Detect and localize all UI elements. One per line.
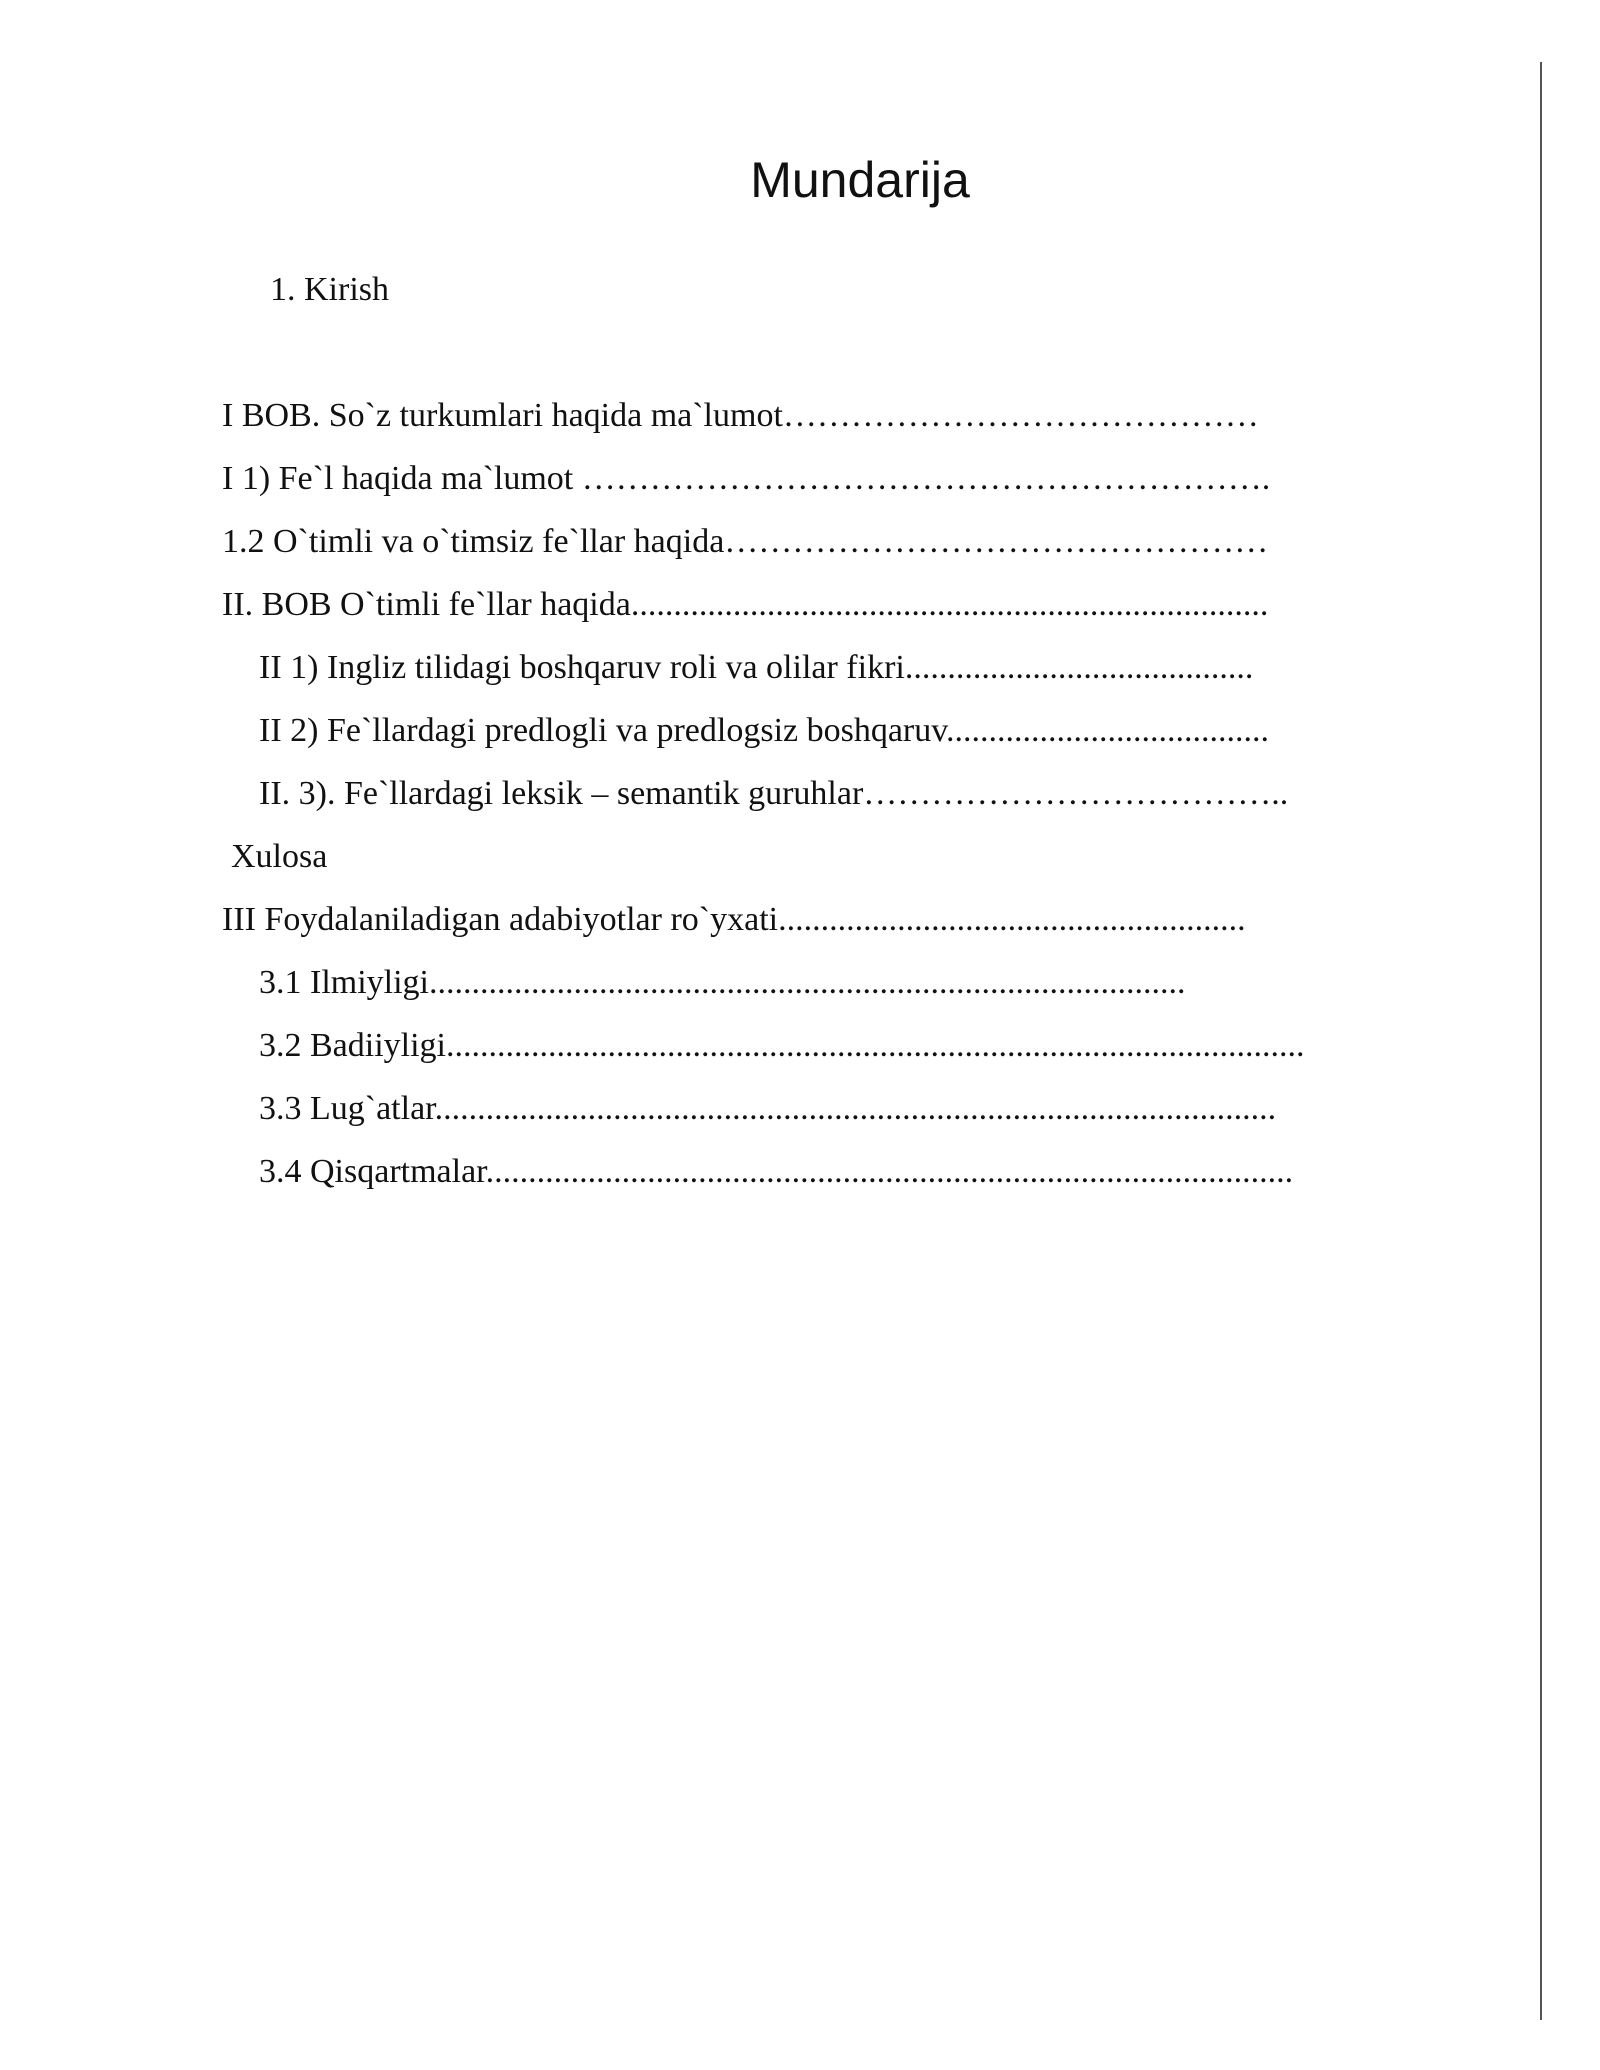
page-margin-line xyxy=(1540,62,1542,2020)
toc-entry-2-3: II. 3). Fe`llardagi leksik – semantik guruhlar……………………………….. xyxy=(259,775,1289,812)
toc-entry-1-1: I 1) Fe`l haqida ma`lumot ……………………………………………………. xyxy=(222,460,1271,497)
toc-entry-chapter-2: II. BOB O`timli fe`llar haqida........................................................................... xyxy=(222,586,1269,623)
toc-intro: 1. Kirish xyxy=(270,271,389,308)
page-title: Mundarija xyxy=(750,152,970,208)
toc-entry-2-2: II 2) Fe`llardagi predlogli va predlogsiz boshqaruv...................................... xyxy=(259,712,1270,749)
toc-entry-3-3: 3.3 Lug`atlar................................................................................................... xyxy=(259,1090,1277,1127)
toc-entry-2-1: II 1) Ingliz tilidagi boshqaruv roli va olilar fikri......................................... xyxy=(259,649,1254,686)
toc-entry-3-1: 3.1 Ilmiyligi......................................................................................... xyxy=(259,964,1186,1001)
toc-entry-conclusion: Xulosa xyxy=(231,838,328,875)
toc-entry-3-4: 3.4 Qisqartmalar............................................................................................... xyxy=(259,1153,1294,1190)
toc-entry-3-2: 3.2 Badiiyligi..................................................................................................... xyxy=(259,1027,1305,1064)
toc-entry-chapter-1: I BOB. So`z turkumlari haqida ma`lumot…………………………………… xyxy=(222,397,1259,434)
toc-entry-chapter-3: III Foydalaniladigan adabiyotlar ro`yxati....................................................... xyxy=(222,901,1246,938)
toc-entry-1-2: 1.2 O`timli va o`timsiz fe`llar haqida………………………………………… xyxy=(222,523,1269,560)
